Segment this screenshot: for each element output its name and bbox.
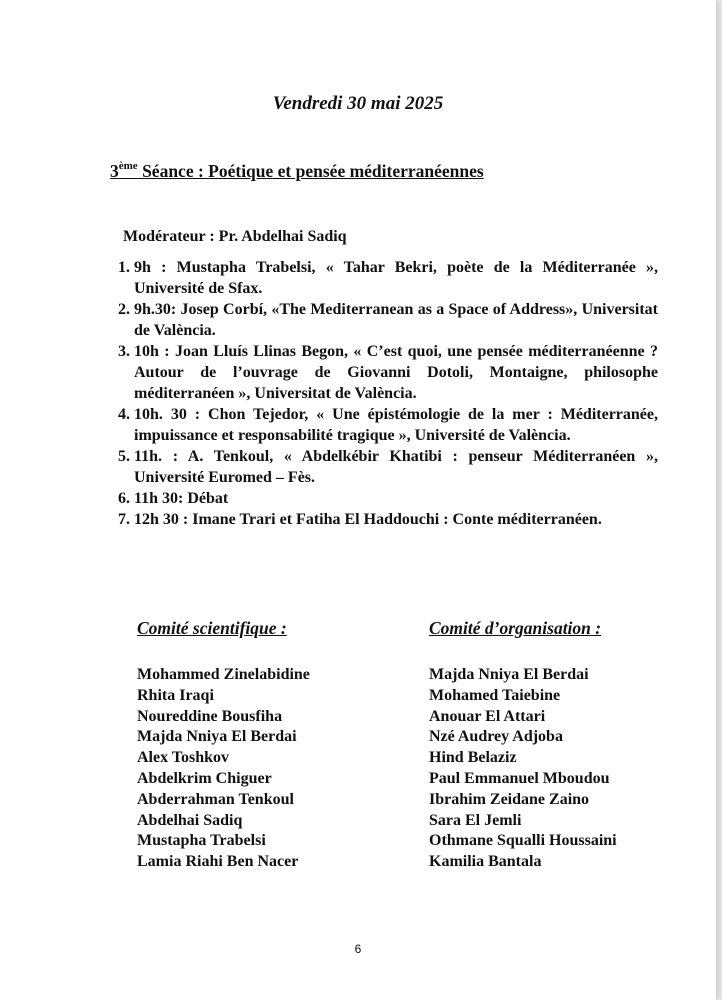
committee-member: Kamilia Bantala — [429, 853, 542, 871]
committee-member: Ibrahim Zeidane Zaino — [429, 790, 590, 808]
committee-member: Mohamed Taiebine — [429, 686, 561, 704]
committee-member: Majda Nniya El Berdai — [429, 666, 589, 683]
moderator: Modérateur : Pr. Abdelhai Sadiq — [123, 228, 347, 245]
committee-member: Alex Toshkov — [137, 749, 230, 767]
scientific-committee-list — [137, 665, 310, 873]
scientific-committee-title: Comité scientifique : — [137, 618, 287, 638]
committee-member: Lamia Riahi Ben Nacer — [137, 853, 299, 871]
program-item: 6. 11h 30: Débat — [134, 488, 658, 509]
committee-member: Anouar El Attari — [429, 707, 546, 725]
committee-member: Hind Belaziz — [429, 749, 517, 767]
committee-member: Abdelkrim Chiguer — [137, 769, 272, 787]
committee-member: Othmane Squalli Houssaini — [429, 832, 617, 850]
committee-member: Rhita Iraqi — [137, 686, 214, 704]
organizing-committee-list — [429, 665, 617, 873]
committee-member: Majda Nniya El Berdai — [137, 728, 297, 746]
session-number-suffix: ème — [118, 160, 138, 172]
scientific-committee — [137, 618, 310, 873]
committee-member: Abderrahman Tenkoul — [137, 790, 294, 808]
session-number: 3 — [110, 161, 119, 181]
program-item: 3. 10h : Joan Lluís Llinas Begon, « C’est quoi, une pensée méditerranéenne ? Autour de l’ouvrage de Giovanni Dotoli, Montaigne, philosophe méditerranéen », Universitat de València. — [134, 341, 658, 404]
program-item: 5. 11h. : A. Tenkoul, « Abdelkébir Khatibi : penseur Méditerranéen », Université Euromed – Fès. — [134, 446, 658, 488]
session-title-text: Séance : Poétique et pensée méditerranéennes — [137, 161, 484, 181]
committee-member: Mohammed Zinelabidine — [137, 666, 310, 683]
organizing-committee — [429, 618, 617, 873]
committee-member: Mustapha Trabelsi — [137, 832, 266, 850]
program-list — [110, 257, 658, 530]
program-item: 1. 9h : Mustapha Trabelsi, « Tahar Bekri, poète de la Méditerranée », Université de Sfax. — [134, 257, 658, 299]
committee-member: Abdelhai Sadiq — [137, 811, 243, 829]
session-title — [110, 160, 484, 182]
program-item: 7. 12h 30 : Imane Trari et Fatiha El Haddouchi : Conte méditerranéen. — [134, 509, 658, 530]
session-date: Vendredi 30 mai 2025 — [272, 93, 444, 114]
committee-member: Sara El Jemli — [429, 811, 522, 829]
committee-member: Noureddine Bousfiha — [137, 707, 283, 725]
page-number: 6 — [354, 942, 362, 956]
committee-member: Nzé Audrey Adjoba — [429, 728, 563, 746]
organizing-committee-title: Comité d’organisation : — [429, 618, 602, 638]
program-item: 4. 10h. 30 : Chon Tejedor, « Une épistémologie de la mer : Méditerranée, impuissance et responsabilité tragique », Université de València. — [134, 404, 658, 446]
program-item: 2. 9h.30: Josep Corbí, «The Mediterranean as a Space of Address», Universitat de València. — [134, 299, 658, 341]
committee-member: Paul Emmanuel Mboudou — [429, 769, 610, 787]
